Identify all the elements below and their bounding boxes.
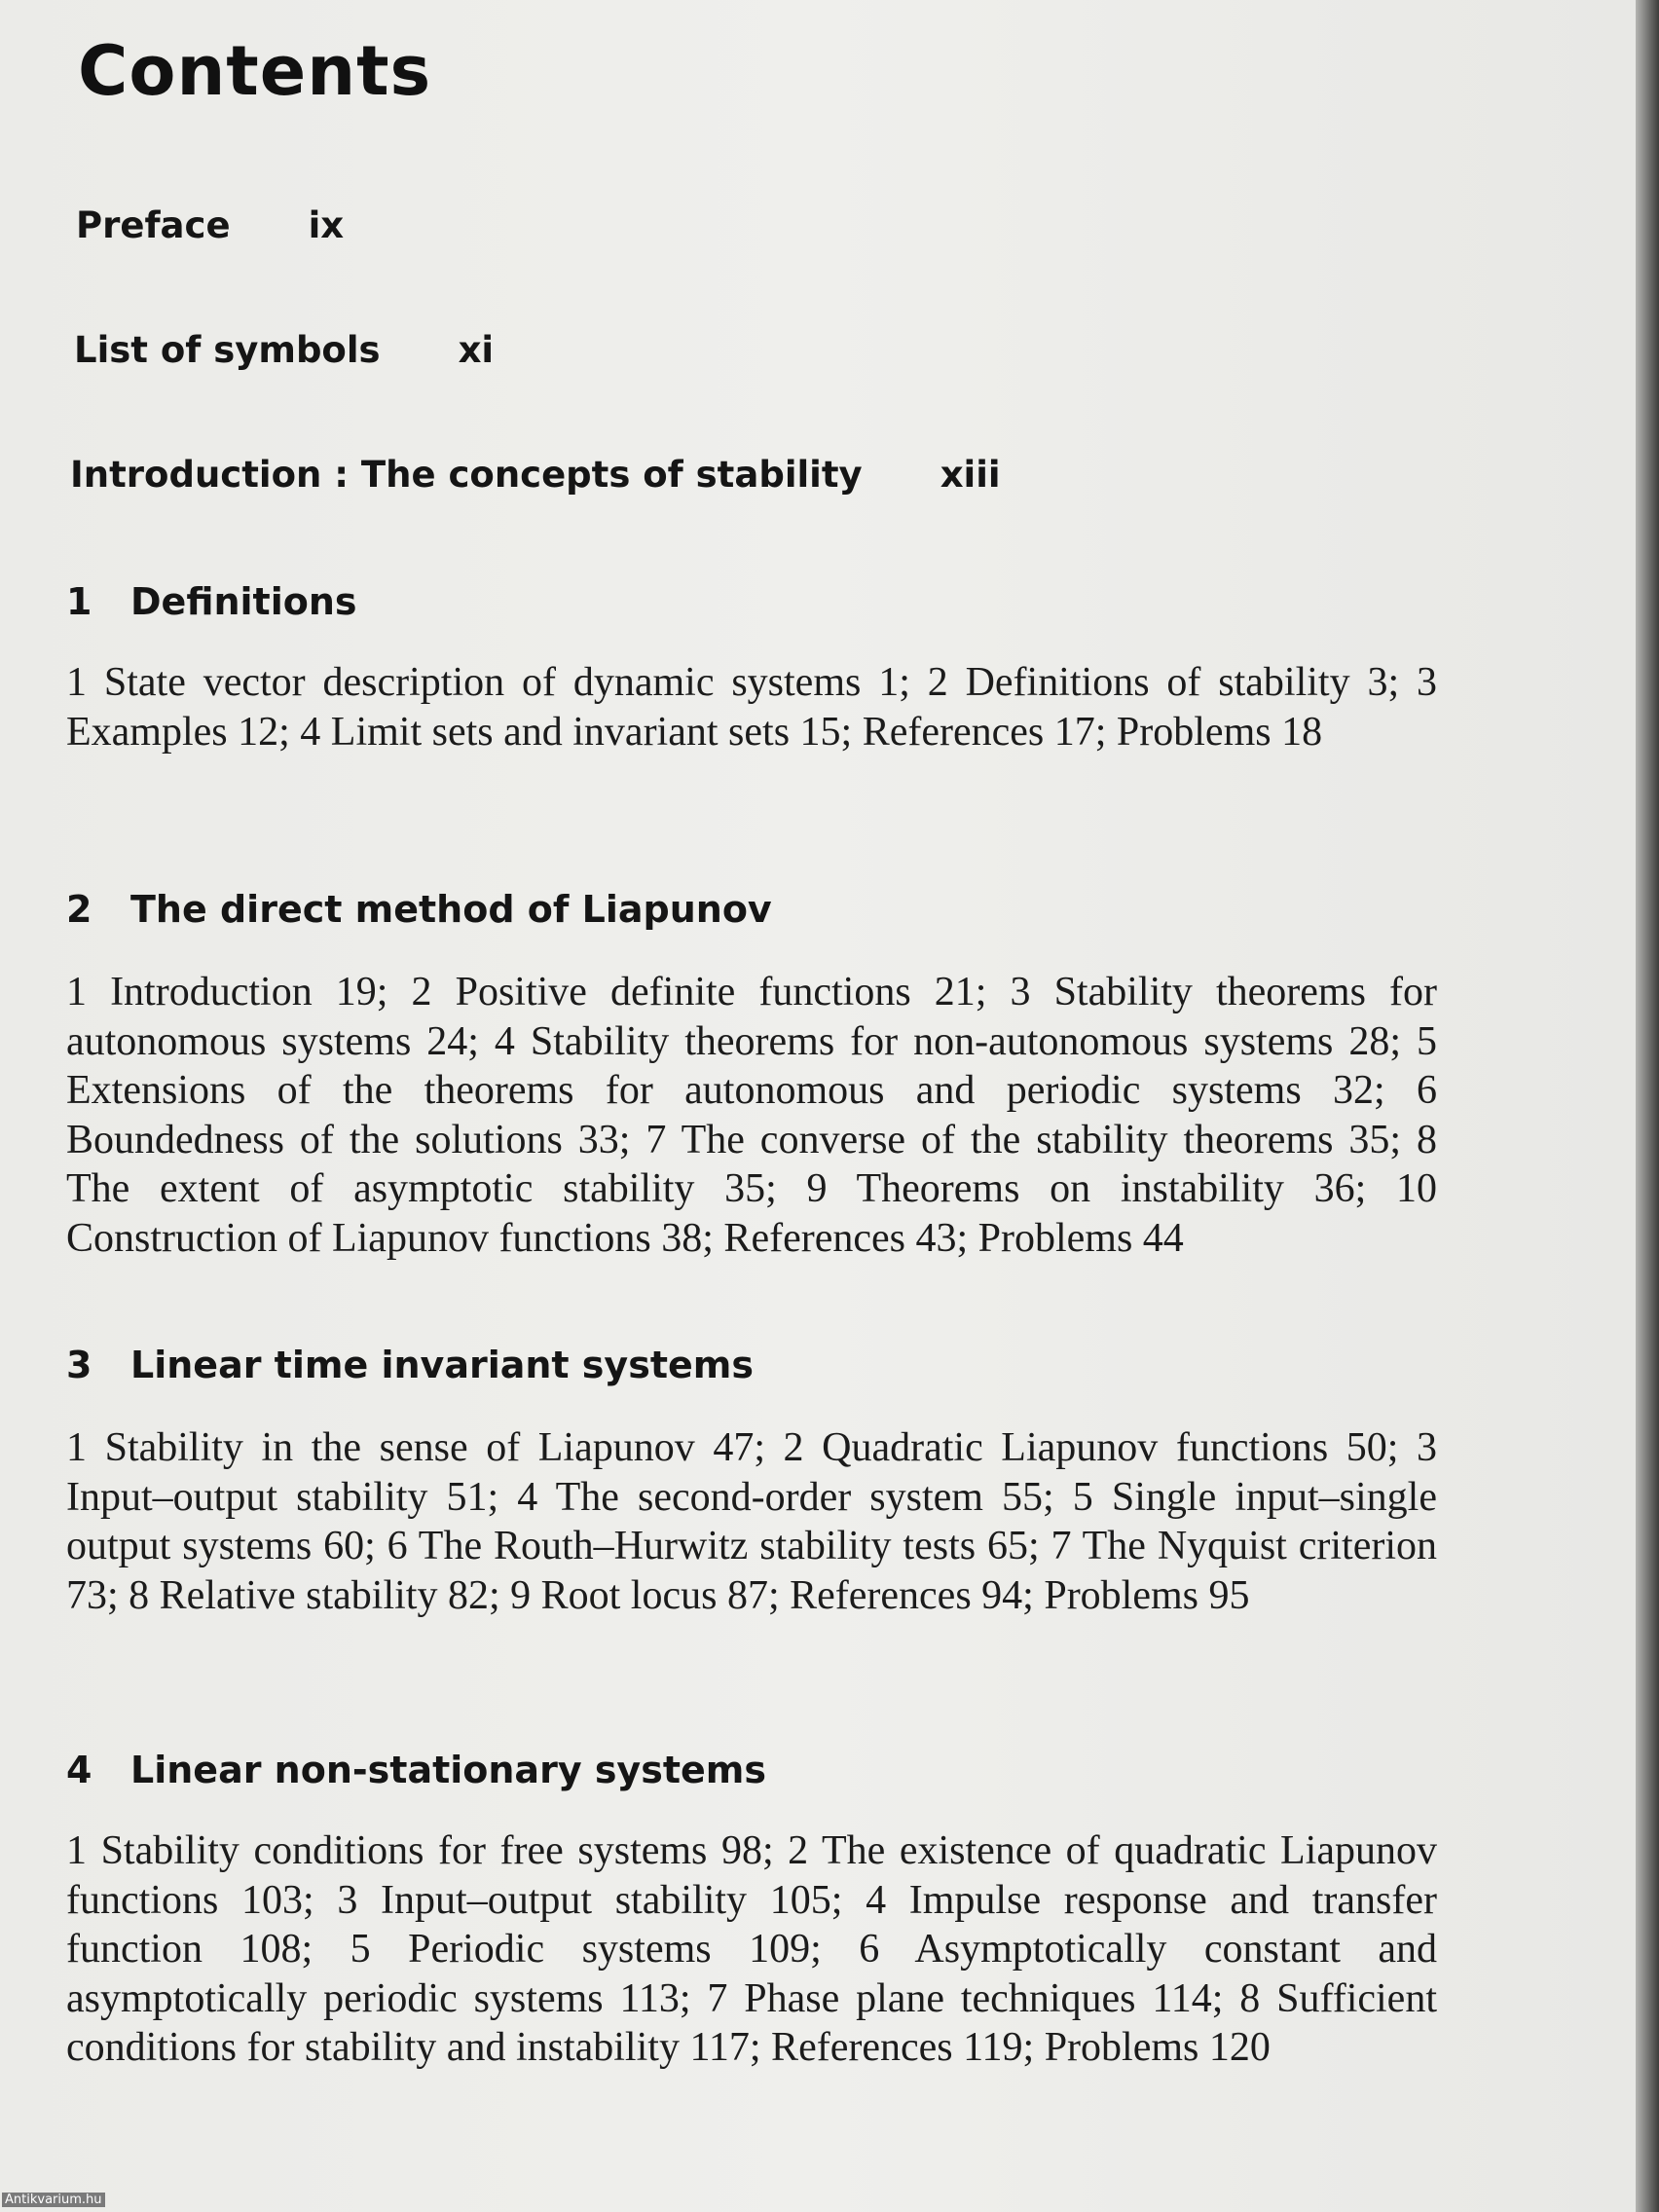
chapter-3-heading bbox=[66, 1344, 754, 1386]
chapter-title: The direct method of Liapunov bbox=[130, 888, 772, 931]
chapter-number: 4 bbox=[66, 1749, 92, 1791]
chapter-number: 3 bbox=[66, 1344, 92, 1386]
front-matter-preface bbox=[76, 204, 344, 246]
chapter-title: Linear time invariant systems bbox=[130, 1344, 754, 1386]
entry-page: ix bbox=[308, 204, 345, 246]
chapter-1-contents: 1 State vector description of dynamic systems 1; 2 Definitions of stability 3; 3 Examples 12; 4 Limit sets and invariant sets 15; References 17; Problems 18 bbox=[66, 660, 1437, 755]
entry-label: Introduction : The concepts of stability bbox=[70, 454, 863, 496]
chapter-2-contents: 1 Introduction 19; 2 Positive definite functions 21; 3 Stability theorems for autonomous systems 24; 4 Stability theorems for non-autonomous systems 28; 5 Extensions of the theorems for autonomous and periodic systems 32; 6 Boundedness of the solutions 33; 7 The converse of the stability theorems 35; 8 The extent of asymptotic stability 35; 9 Theorems on instability 36; 10 Construction of Liapunov functions 38; References 43; Problems 44 bbox=[66, 970, 1437, 1261]
page-edge-shadow bbox=[1636, 0, 1659, 2212]
chapter-title: Linear non-stationary systems bbox=[130, 1749, 766, 1791]
chapter-4-contents: 1 Stability conditions for free systems 98; 2 The existence of quadratic Liapunov functions 103; 3 Input–output stability 105; 4 Impulse response and transfer function 108; 5 Periodic systems 109; 6 Asymptotically constant and asymptotically periodic systems 113; 7 Phase plane techniques 114; 8 Sufficient conditions for stability and instability 117; References 119; Problems 120 bbox=[66, 1828, 1437, 2070]
chapter-2-heading bbox=[66, 888, 772, 931]
entry-label: List of symbols bbox=[74, 329, 381, 371]
chapter-1-heading bbox=[66, 580, 357, 623]
chapter-number: 2 bbox=[66, 888, 92, 931]
chapter-number: 1 bbox=[66, 580, 92, 623]
chapter-3-contents: 1 Stability in the sense of Liapunov 47; 2 Quadratic Liapunov functions 50; 3 Input–output stability 51; 4 The second-order system 55; 5 Single input–single output systems 60; 6 The Routh–Hurwitz stability tests 65; 7 The Nyquist criterion 73; 8 Relative stability 82; 9 Root locus 87; References 94; Problems 95 bbox=[66, 1425, 1437, 1618]
chapter-4-heading bbox=[66, 1749, 766, 1791]
entry-page: xi bbox=[458, 329, 495, 371]
watermark: Antikvarium.hu bbox=[2, 2193, 105, 2207]
page-title: Contents bbox=[78, 31, 432, 111]
entry-label: Preface bbox=[76, 204, 231, 246]
front-matter-list-of-symbols bbox=[74, 329, 494, 371]
chapter-title: Definitions bbox=[130, 580, 357, 623]
entry-page: xiii bbox=[940, 454, 1001, 496]
front-matter-introduction bbox=[70, 454, 1001, 496]
